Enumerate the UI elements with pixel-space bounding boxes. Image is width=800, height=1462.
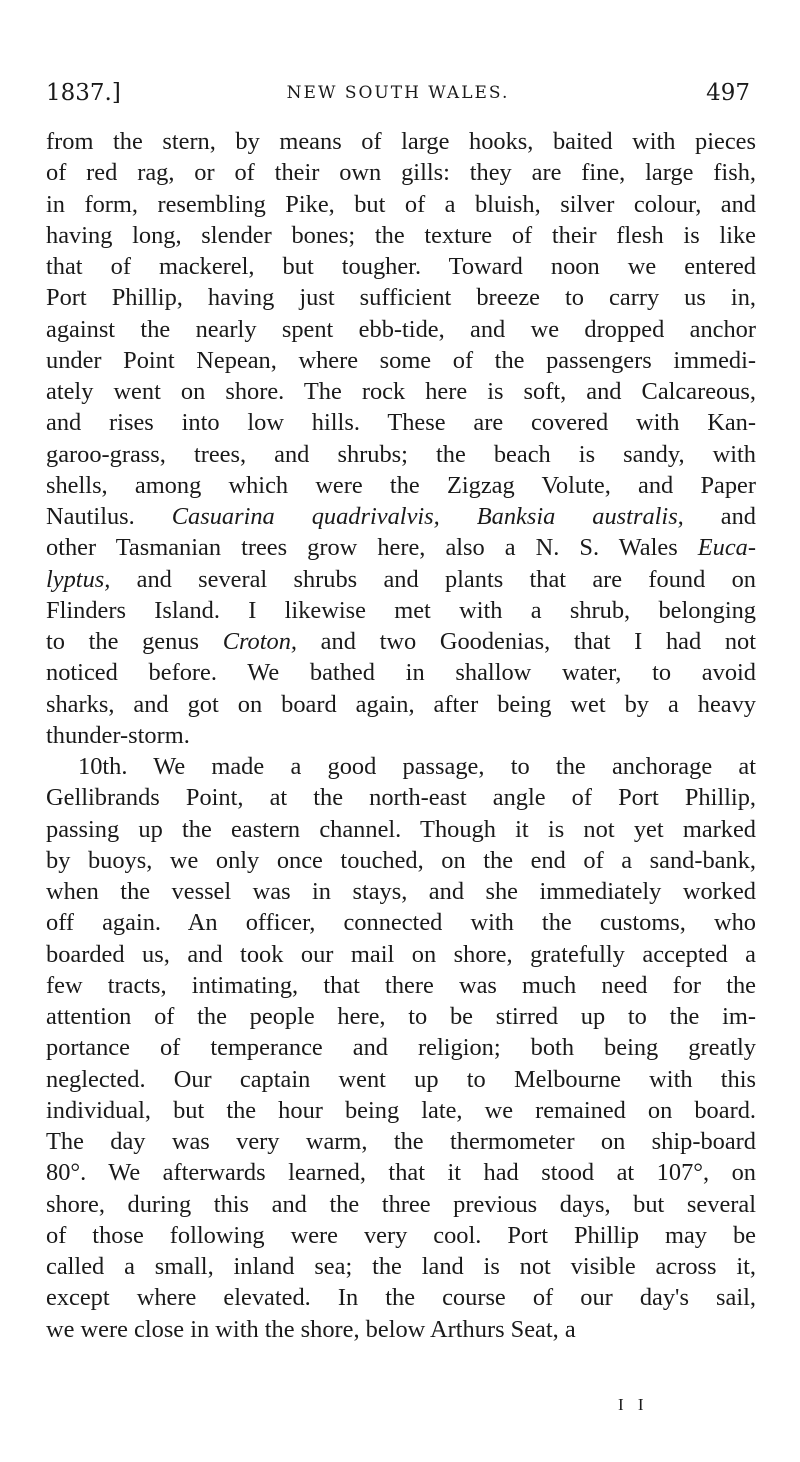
- text-run: in form, resembling Pike, but of a bluish, silver colour, and: [46, 190, 756, 218]
- text-run: from the stern, by means of large hooks, baited with pieces: [46, 128, 756, 155]
- text-run: of red rag, or of their own gills: they are fine, large fish,: [46, 159, 756, 187]
- text-run: of those following were very cool. Port Phillip may be: [46, 1221, 756, 1249]
- text-line: [46, 564, 756, 595]
- text-run: having long, slender bones; the texture of their flesh is like: [46, 221, 756, 249]
- text-line: [46, 126, 756, 157]
- text-line: [46, 1314, 756, 1345]
- text-run: Port Phillip, having just sufficient breeze to carry us in,: [46, 284, 756, 312]
- text-run: 80°. We afterwards learned, that it had stood at 107°, on: [46, 1159, 756, 1187]
- text-run: other Tasmanian trees grow here, also a N. S. Wales: [46, 534, 698, 562]
- text-line: [46, 876, 756, 907]
- text-line: [46, 657, 756, 688]
- text-run: shore, during this and the three previous days, but several: [46, 1190, 756, 1218]
- text-run: garoo-grass, trees, and shrubs; the beach is sandy, with: [46, 440, 756, 468]
- text-run: except where elevated. In the course of our day's sail,: [46, 1284, 756, 1312]
- text-line: [46, 782, 756, 813]
- text-run: and several shrubs and plants that are found on: [110, 565, 756, 593]
- text-line: [46, 376, 756, 407]
- text-line: [46, 1095, 756, 1126]
- running-head-title: NEW SOUTH WALES.: [286, 83, 510, 103]
- signature-mark: I I: [618, 1395, 649, 1414]
- text-line: [46, 1189, 756, 1220]
- text-line: [46, 720, 756, 751]
- text-run: individual, but the hour being late, we remained on board.: [46, 1096, 756, 1124]
- text-run: ately went on shore. The rock here is soft, and Calcareous,: [46, 378, 756, 405]
- text-line: [46, 970, 756, 1001]
- text-line: [46, 345, 756, 376]
- text-run: to the genus: [46, 628, 223, 655]
- running-head: [46, 80, 750, 114]
- text-line: [46, 314, 756, 345]
- text-run: Gellibrands Point, at the north-east angle of Port Phillip,: [46, 784, 756, 812]
- text-run: shells, among which were the Zigzag Volute, and Paper: [46, 471, 756, 499]
- text-line: [46, 407, 756, 438]
- text-run: when the vessel was in stays, and she immediately worked: [46, 878, 756, 905]
- text-run: attention of the people here, to be stirred up to the im-: [46, 1003, 756, 1030]
- text-line: [46, 845, 756, 876]
- text-line: [46, 439, 756, 470]
- italic-text: Croton,: [222, 628, 298, 655]
- text-run: under Point Nepean, where some of the passengers immedi-: [46, 346, 756, 374]
- text-line: [46, 251, 756, 282]
- italic-text: Euca-: [697, 534, 756, 562]
- text-run: 10th. We made a good passage, to the anchorage at: [78, 753, 756, 780]
- text-line: [46, 1032, 756, 1063]
- text-line: [46, 157, 756, 188]
- text-run: against the nearly spent ebb-tide, and we dropped anchor: [46, 315, 756, 343]
- italic-text: lyptus,: [46, 565, 111, 593]
- body-text: [46, 126, 756, 1345]
- text-run: we were close in with the shore, below Arthurs Seat, a: [46, 1315, 576, 1343]
- text-line: [46, 751, 756, 782]
- text-line: [46, 1126, 756, 1157]
- text-line: [46, 470, 756, 501]
- text-line: [46, 1220, 756, 1251]
- text-run: thunder-storm.: [46, 721, 190, 749]
- text-line: [46, 1157, 756, 1188]
- text-run: sharks, and got on board again, after being wet by a heavy: [46, 690, 756, 718]
- text-line: [46, 501, 756, 532]
- text-run: and rises into low hills. These are covered with Kan-: [46, 409, 756, 437]
- text-line: [46, 1282, 756, 1313]
- text-line: [46, 907, 756, 938]
- text-run: off again. An officer, connected with the customs, who: [46, 909, 756, 937]
- text-run: and two Goodenias, that I had not: [297, 628, 756, 655]
- text-run: called a small, inland sea; the land is not visible across it,: [46, 1253, 756, 1280]
- text-run: Nautilus.: [46, 503, 172, 530]
- text-line: [46, 282, 756, 313]
- text-line: [46, 1064, 756, 1095]
- text-line: [46, 595, 756, 626]
- text-line: [46, 689, 756, 720]
- text-line: [46, 220, 756, 251]
- text-run: by buoys, we only once touched, on the end of a sand-bank,: [46, 846, 756, 874]
- text-line: [46, 1001, 756, 1032]
- text-line: [46, 626, 756, 657]
- page-number: 497: [706, 80, 750, 106]
- text-run: Flinders Island. I likewise met with a shrub, belonging: [46, 596, 756, 624]
- text-line: [46, 814, 756, 845]
- text-run: that of mackerel, but tougher. Toward noon we entered: [46, 253, 756, 280]
- text-line: [46, 1251, 756, 1282]
- text-line: [46, 532, 756, 563]
- text-run: The day was very warm, the thermometer on ship-board: [46, 1128, 756, 1155]
- text-line: [46, 939, 756, 970]
- text-run: neglected. Our captain went up to Melbourne with this: [46, 1065, 756, 1093]
- text-run: portance of temperance and religion; both being greatly: [46, 1034, 756, 1062]
- text-run: and: [683, 503, 756, 530]
- text-run: few tracts, intimating, that there was much need for the: [46, 971, 756, 999]
- running-head-year: 1837.]: [46, 80, 121, 106]
- text-line: [46, 189, 756, 220]
- text-run: passing up the eastern channel. Though it is not yet marked: [46, 815, 756, 843]
- italic-text: Casuarina quadrivalvis, Banksia australis,: [171, 503, 684, 530]
- text-run: noticed before. We bathed in shallow water, to avoid: [46, 659, 756, 687]
- text-run: boarded us, and took our mail on shore, gratefully accepted a: [46, 940, 756, 968]
